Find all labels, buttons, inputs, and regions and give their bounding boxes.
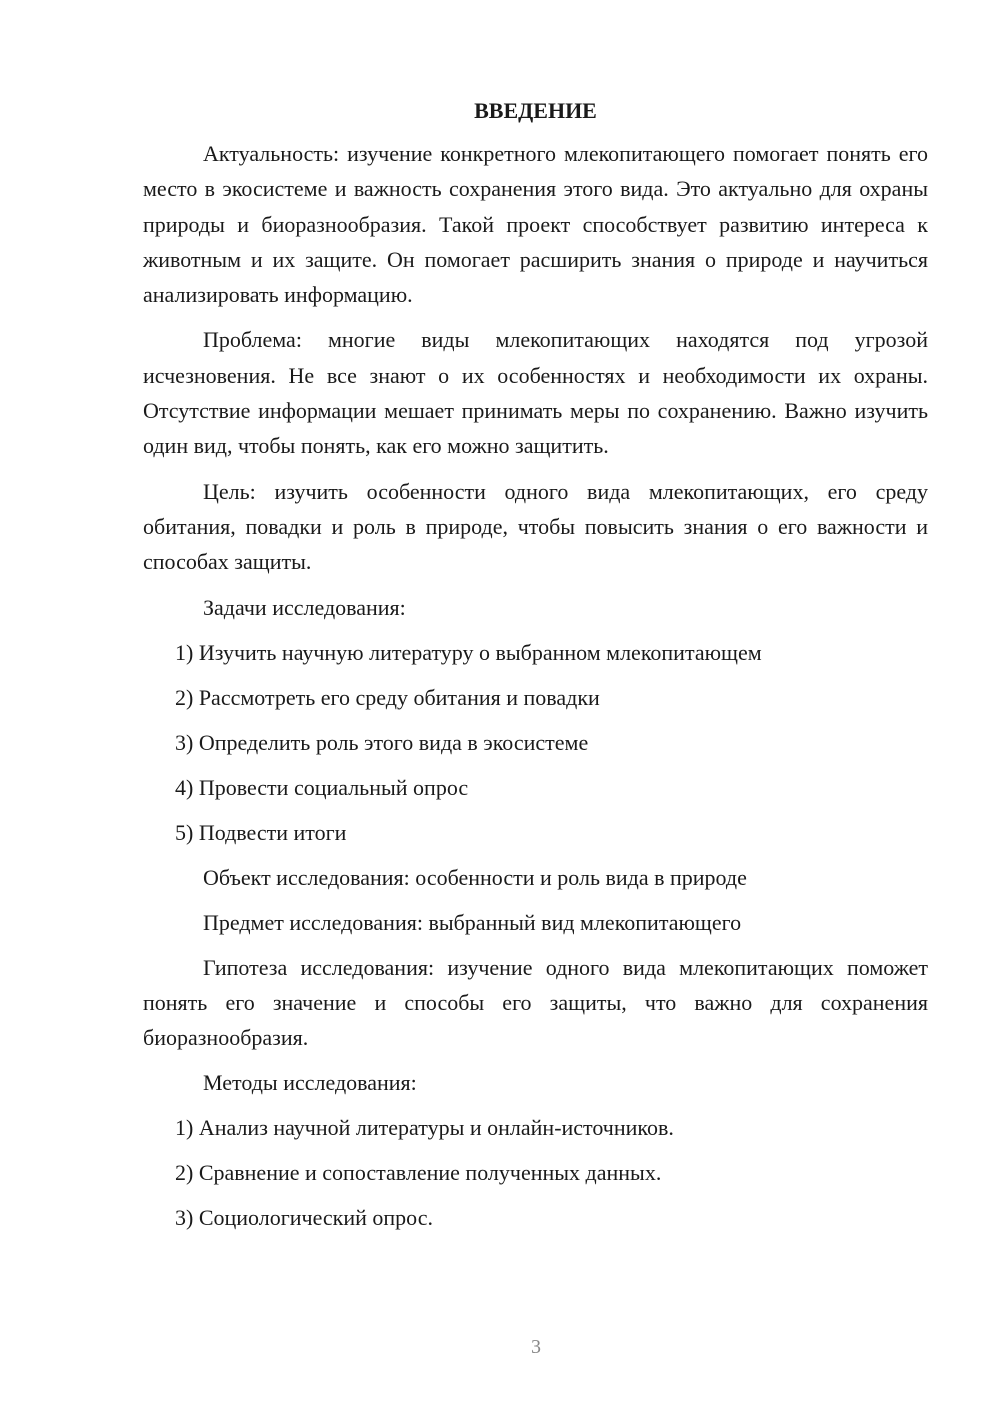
list-item: 1) Изучить научную литературу о выбранном млекопитающем	[175, 639, 762, 665]
document-page	[143, 96, 928, 1245]
list-item: 5) Подвести итоги	[175, 819, 347, 845]
list-item: 1) Анализ научной литературы и онлайн-источников.	[175, 1115, 674, 1141]
goal-paragraph: Цель: изучить особенности одного вида млекопитающих, его среду обитания, повадки и роль в природе, чтобы повысить знания о его важности и способах защиты.	[143, 478, 928, 575]
list-item: 3) Определить роль этого вида в экосистеме	[175, 729, 589, 755]
research-subject: Предмет исследования: выбранный вид млекопитающего	[203, 909, 742, 935]
relevance-paragraph: Актуальность: изучение конкретного млекопитающего помогает понять его место в экосистеме и важность сохранения этого вида. Это актуально для охраны природы и биоразнообразия. Такой проект способствует развитию интереса к животным и их защите. Он помогает расширить знания о природе и научиться анализировать информацию.	[143, 141, 928, 308]
page-title: ВВЕДЕНИЕ	[474, 98, 597, 123]
methods-list	[143, 1110, 928, 1235]
list-item: 3) Социологический опрос.	[175, 1205, 433, 1231]
list-item: 2) Рассмотреть его среду обитания и повадки	[175, 684, 600, 710]
list-item: 4) Провести социальный опрос	[175, 774, 469, 800]
tasks-heading: Задачи исследования:	[203, 594, 406, 620]
list-item: 2) Сравнение и сопоставление полученных данных.	[175, 1160, 662, 1186]
page-number: 3	[531, 1336, 541, 1358]
methods-heading: Методы исследования:	[203, 1070, 417, 1096]
research-object: Объект исследования: особенности и роль вида в природе	[203, 864, 747, 890]
problem-paragraph: Проблема: многие виды млекопитающих находятся под угрозой исчезновения. Не все знают о их особенностях и необходимости их охраны. Отсутствие информации мешает принимать меры по сохранению. Важно изучить один вид, чтобы понять, как его можно защитить.	[143, 327, 928, 459]
hypothesis-paragraph: Гипотеза исследования: изучение одного вида млекопитающих поможет понять его значение и способы его защиты, что важно для сохранения биоразнообразия.	[143, 954, 928, 1051]
tasks-list	[143, 635, 928, 850]
